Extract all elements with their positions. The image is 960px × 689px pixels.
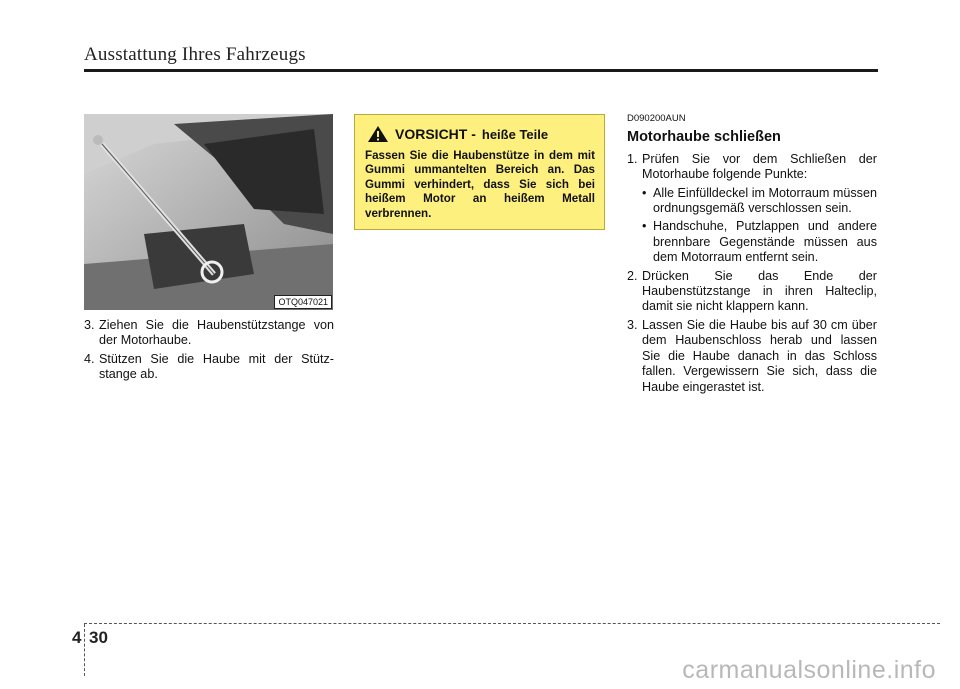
item-text: Prüfen Sie vor dem Schließen der Motorhaube folgende Punkte: bbox=[642, 151, 877, 182]
bullet-text: Alle Einfülldeckel im Motorraum müssen ordnungsgemäß verschlossen sein. bbox=[653, 185, 877, 216]
bullet-item bbox=[642, 186, 877, 217]
item-number: 4. bbox=[84, 351, 95, 366]
hood-photo-illustration bbox=[84, 114, 333, 310]
item-text: Lassen Sie die Haube bis auf 30 cm über dem Haubenschloss herab und lassen Sie die Haube danach in das Schloss fallen. Vergewissern Sie sich, dass die Haube eingerastet ist. bbox=[642, 317, 877, 394]
list-item bbox=[627, 318, 877, 395]
footer-divider bbox=[84, 623, 940, 624]
item-number: 2. bbox=[627, 268, 638, 283]
page-header-title: Ausstattung Ihres Fahrzeugs bbox=[84, 44, 306, 65]
left-column bbox=[84, 318, 334, 386]
list-item bbox=[84, 318, 334, 349]
item-text: Stützen Sie die Haube mit der Stütz-stange ab. bbox=[99, 351, 334, 382]
photo-caption: OTQ047021 bbox=[274, 295, 332, 309]
item-text: Ziehen Sie die Haubenstützstange von der Motorhaube. bbox=[99, 318, 334, 348]
right-column bbox=[627, 111, 877, 398]
warning-text: Fassen Sie die Haubenstütze in dem mit Gummi ummantelten Bereich an. Das Gummi verhindert, dass Sie sich bei heißem Motor an heißem Metall verbrennen. bbox=[365, 149, 595, 220]
list-item bbox=[627, 269, 877, 315]
warning-subtitle: heiße Teile bbox=[481, 126, 549, 142]
bullet-list bbox=[627, 186, 877, 266]
chapter-number: 4 bbox=[72, 628, 82, 647]
header-rule bbox=[84, 69, 878, 72]
item-number: 3. bbox=[84, 318, 95, 332]
watermark: carmanualsonline.info bbox=[682, 656, 936, 684]
item-number: 1. bbox=[627, 151, 638, 166]
section-title: Motorhaube schließen bbox=[627, 129, 781, 146]
item-text: Drücken Sie das Ende der Haubenstützstange in ihren Halteclip, damit sie nicht klappern kann. bbox=[642, 268, 877, 314]
warning-box bbox=[354, 114, 605, 230]
warning-header bbox=[355, 115, 604, 143]
warning-triangle-icon bbox=[367, 125, 389, 143]
bullet-item bbox=[642, 219, 877, 265]
list-item bbox=[84, 352, 334, 383]
page-number: 30 bbox=[89, 628, 108, 647]
footer-vertical-divider bbox=[84, 624, 85, 676]
warning-title: VORSICHT - bbox=[395, 126, 476, 142]
bullet-mark: • bbox=[642, 219, 647, 234]
bullet-text: Handschuhe, Putzlappen und andere brennbare Gegenstände müssen aus dem Motorraum entfernt sein. bbox=[653, 219, 877, 265]
item-number: 3. bbox=[627, 317, 638, 332]
hood-support-photo bbox=[84, 114, 333, 310]
section-code: D090200AUN bbox=[627, 113, 686, 124]
bullet-mark: • bbox=[642, 185, 647, 200]
list-item bbox=[627, 152, 877, 183]
